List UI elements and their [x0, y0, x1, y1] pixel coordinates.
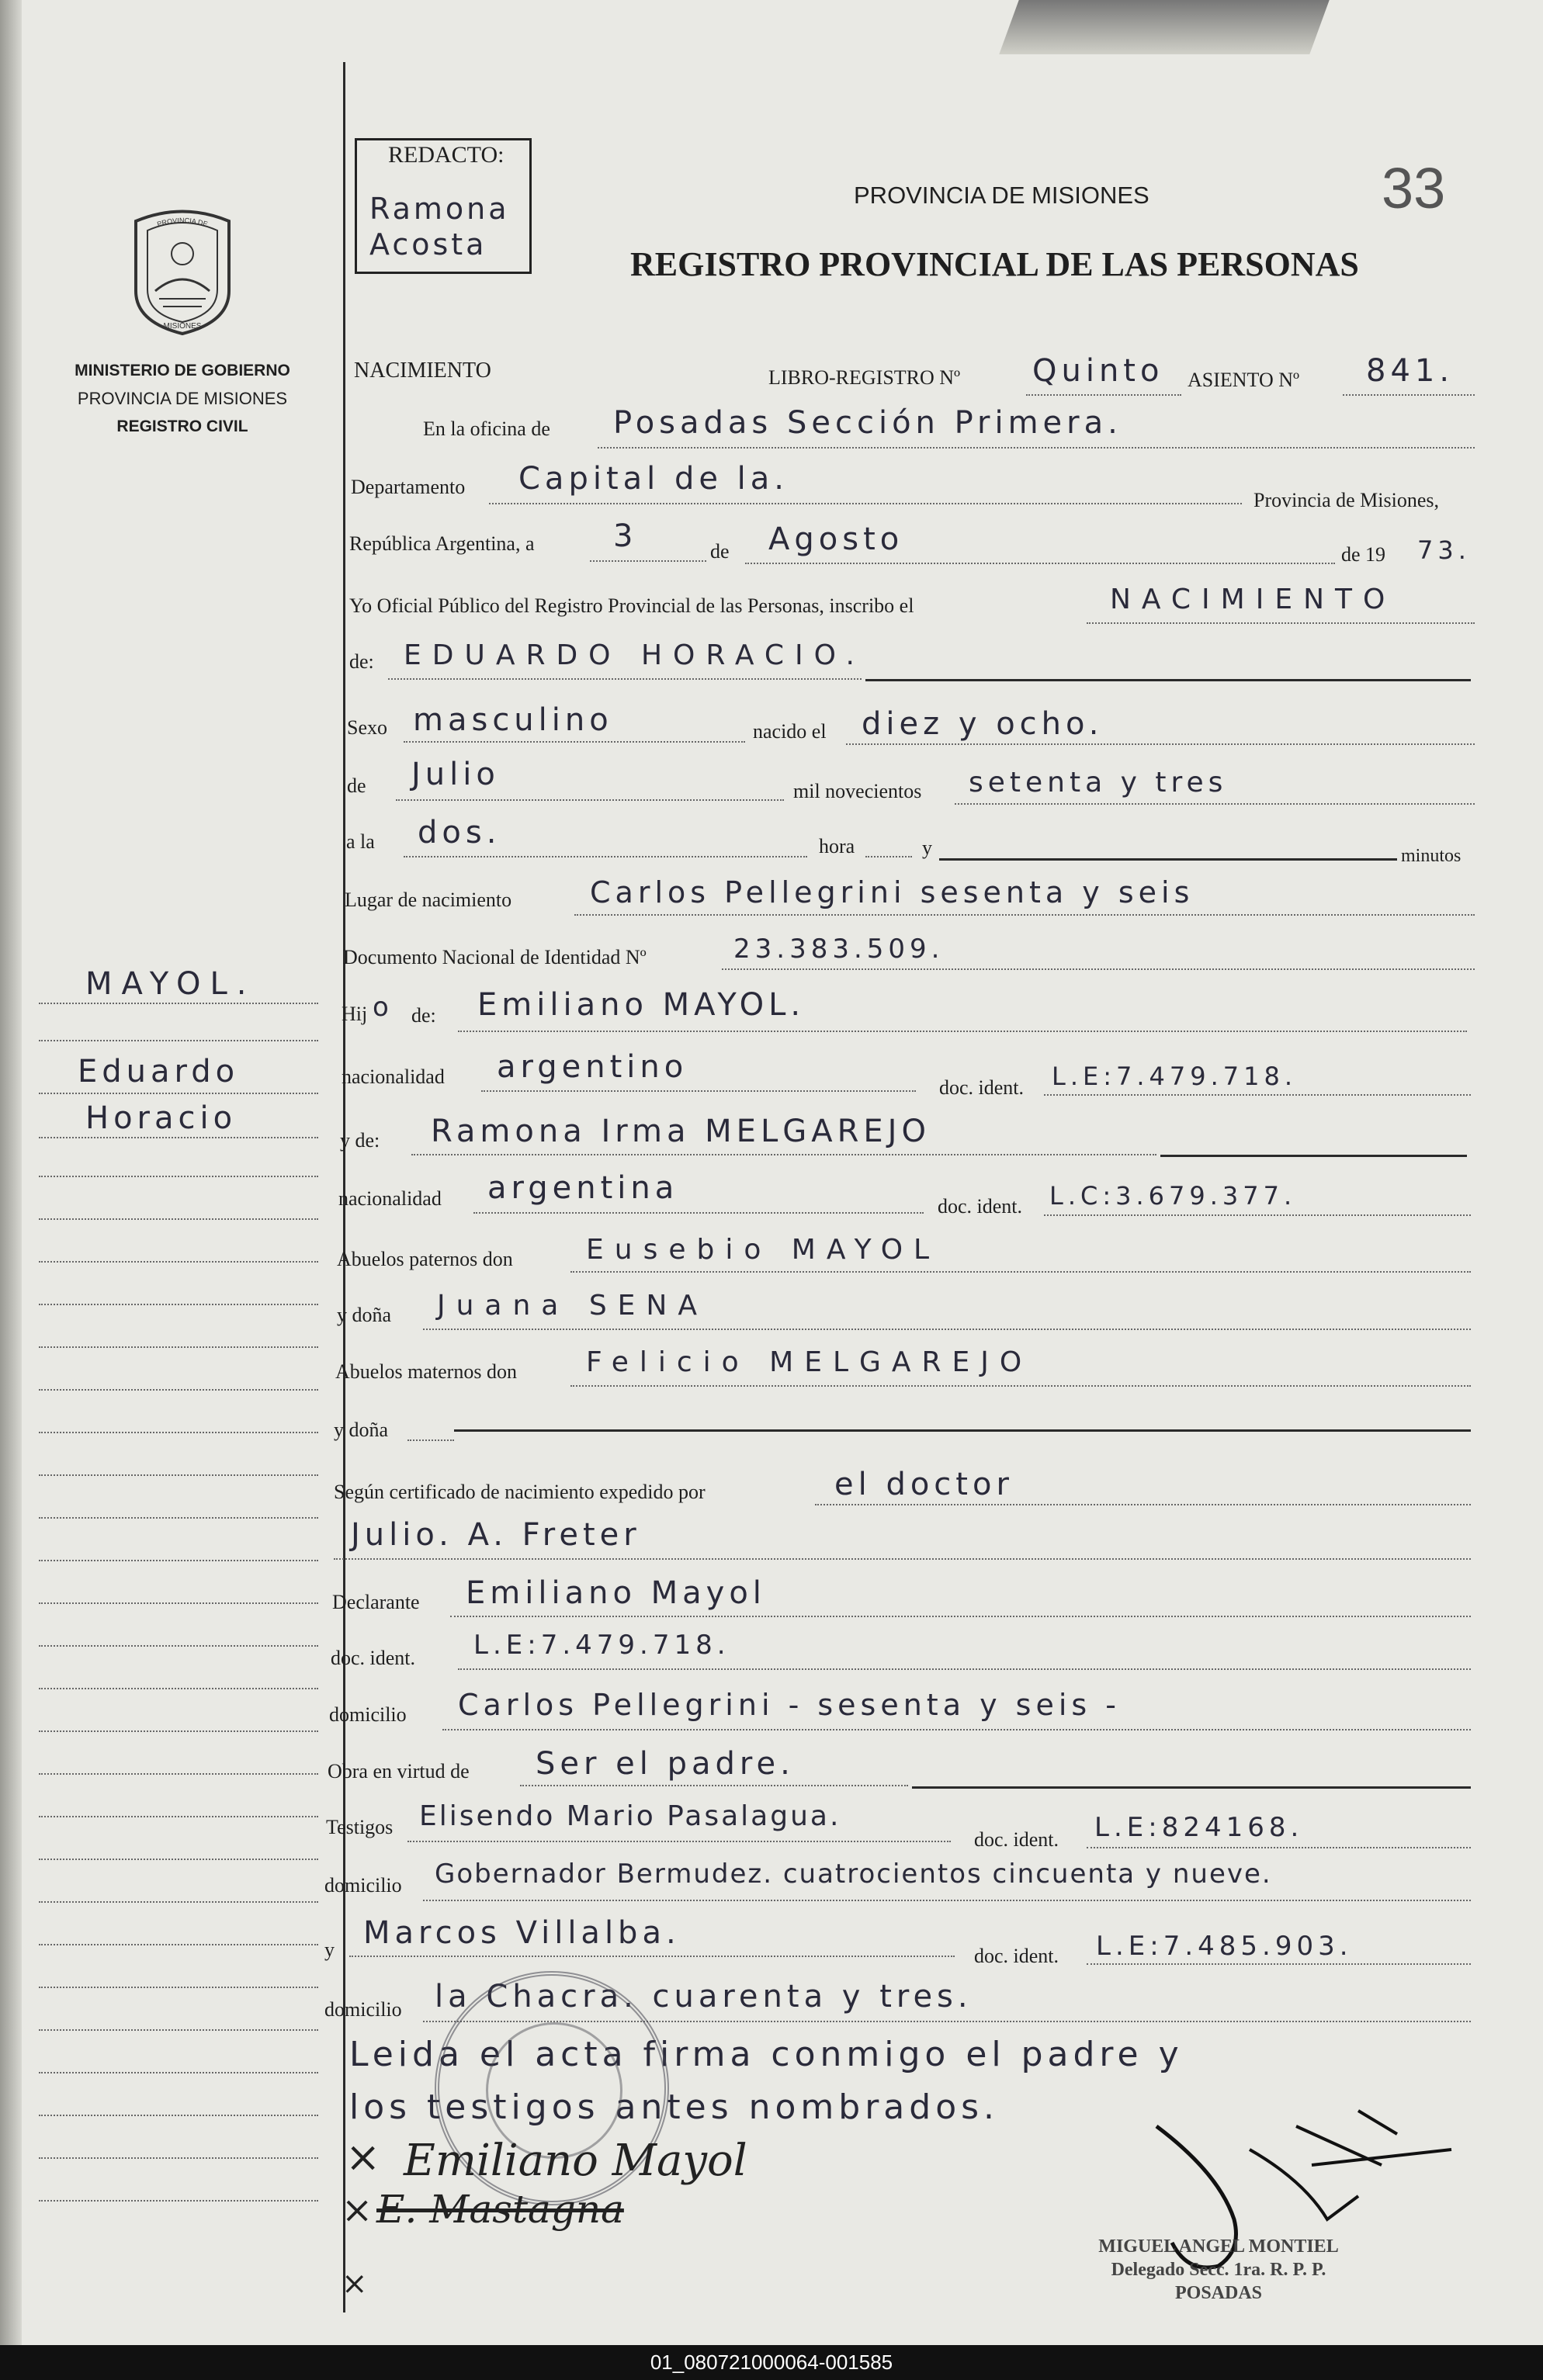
- madre-doc-value: L.C:3.679.377.: [1049, 1181, 1297, 1211]
- margin-surname: MAYOL.: [85, 966, 256, 1002]
- lugar-label: Lugar de nacimiento: [345, 889, 512, 911]
- departamento-value: Capital de la.: [518, 461, 789, 497]
- oficina-value: Posadas Sección Primera.: [613, 405, 1122, 441]
- redacto-name-line1: Ramona: [369, 192, 510, 226]
- record-type-label: NACIMIENTO: [354, 359, 491, 383]
- nacido-label: nacido el: [753, 720, 827, 743]
- signature-x3: ×: [342, 2266, 368, 2302]
- anio-value: 73.: [1417, 535, 1471, 565]
- officer-place: POSADAS: [1174, 2283, 1263, 2303]
- signature-father: Emiliano Mayol: [404, 2136, 747, 2186]
- libro-value: Quinto: [1032, 353, 1164, 389]
- padre-value: Emiliano MAYOL.: [477, 987, 806, 1023]
- redacto-box: [355, 138, 532, 274]
- declarante-label: Declarante: [332, 1591, 420, 1613]
- province-seal-icon: [128, 206, 237, 336]
- madre-doc-label: doc. ident.: [938, 1195, 1023, 1218]
- madre-value: Ramona Irma MELGAREJO: [431, 1114, 931, 1149]
- obra-label: Obra en virtud de: [328, 1760, 470, 1782]
- yo-oficial-label: Yo Oficial Público del Registro Provincial de las Personas, inscribo el: [349, 594, 914, 617]
- redacto-label: REDACTO:: [388, 142, 505, 168]
- nombre-value: EDUARDO HORACIO.: [404, 639, 865, 671]
- signature-x1: ×: [345, 2132, 381, 2181]
- madre-nac-value: argentina: [487, 1170, 679, 1206]
- obra-value: Ser el padre.: [536, 1746, 795, 1782]
- departamento-label: Departamento: [351, 476, 466, 498]
- madre-label: y de:: [340, 1129, 380, 1152]
- hijo-de-label: de:: [411, 1004, 436, 1027]
- padre-doc-value: L.E:7.479.718.: [1052, 1062, 1298, 1091]
- sexo-label: Sexo: [347, 716, 387, 739]
- domicilio-value: Carlos Pellegrini - sesenta y seis -: [458, 1688, 1121, 1722]
- ala-label: a la: [346, 830, 375, 853]
- testigo2-doc-label: doc. ident.: [974, 1945, 1059, 1967]
- testigo1-doc-label: doc. ident.: [974, 1828, 1059, 1851]
- decl-doc-label: doc. ident.: [331, 1647, 416, 1669]
- provincia-suffix: Provincia de Misiones,: [1253, 489, 1440, 511]
- leida-line2: los testigos antes nombrados.: [349, 2087, 1000, 2127]
- binding-edge: [0, 0, 22, 2345]
- oficina-label: En la oficina de: [423, 417, 550, 440]
- nacido-value: diez y ocho.: [862, 706, 1104, 742]
- dni-label: Documento Nacional de Identidad Nº: [343, 946, 647, 968]
- image-id-footer: 01_080721000064-001585: [0, 2345, 1543, 2380]
- signature-x2: ×: [342, 2188, 373, 2232]
- mil-label: mil novecientos: [793, 780, 922, 802]
- officer-role: Delegado Secc. 1ra. R. P. P.: [1111, 2260, 1326, 2280]
- decl-doc-value: L.E:7.479.718.: [473, 1630, 730, 1661]
- libro-label: LIBRO-REGISTRO Nº: [768, 366, 961, 389]
- hijo-label: Hij: [342, 1003, 368, 1025]
- anio-nac-value: setenta y tres: [969, 767, 1228, 799]
- hijo-suffix: o: [373, 992, 394, 1023]
- officer-stamp: [1056, 2235, 1382, 2305]
- testigo1-doc: L.E:824168.: [1094, 1812, 1304, 1843]
- margin-given1: Eduardo: [78, 1054, 240, 1090]
- ydona2-label: y doña: [334, 1419, 389, 1441]
- dia-value: 3: [613, 518, 638, 554]
- abuelos-p-label: Abuelos paternos don: [337, 1248, 513, 1270]
- de-nombre-label: de:: [349, 650, 374, 673]
- lugar-value: Carlos Pellegrini sesenta y seis: [590, 875, 1195, 909]
- testigos-label: Testigos: [326, 1816, 394, 1838]
- padre-nac-value: argentino: [497, 1049, 688, 1085]
- abuelo-p-value: Eusebio MAYOL: [586, 1234, 941, 1266]
- signature-witness: E. Mastagna: [376, 2187, 624, 2232]
- minutos-label: minutos: [1401, 846, 1462, 866]
- abuela-p-value: Juana SENA: [437, 1290, 708, 1322]
- margin-given2: Horacio: [85, 1100, 238, 1136]
- leida-line1: Leida el acta firma conmigo el padre y: [349, 2035, 1184, 2074]
- hora-label: hora: [819, 835, 855, 857]
- padre-doc-label: doc. ident.: [939, 1076, 1025, 1099]
- sexo-value: masculino: [413, 702, 613, 738]
- de-label: de: [710, 540, 730, 563]
- testigo2-value: Marcos Villalba.: [363, 1915, 681, 1951]
- y2-label: y: [324, 1938, 335, 1961]
- redacto-name-line2: Acosta: [369, 227, 487, 262]
- seal-text-top: PROVINCIA DE: [156, 216, 209, 229]
- certificado-value2: Julio. A. Freter: [351, 1517, 641, 1553]
- mes-value: Agosto: [768, 521, 904, 557]
- page-top-edge: [999, 0, 1329, 54]
- mes-nac-value: Julio: [411, 757, 500, 792]
- republica-label: República Argentina, a: [349, 532, 535, 555]
- testigo1-value: Elisendo Mario Pasalagua.: [419, 1800, 841, 1832]
- asiento-value: 841.: [1366, 353, 1455, 389]
- certificado-value1: el doctor: [834, 1467, 1014, 1502]
- ministry-line2: PROVINCIA DE MISIONES: [77, 389, 288, 408]
- domicilio-label: domicilio: [329, 1703, 407, 1726]
- ministry-line3: REGISTRO CIVIL: [116, 417, 248, 435]
- anio-prefix: de 19: [1341, 543, 1386, 566]
- domicilio3-label: domicilio: [324, 1998, 402, 2021]
- abuelos-m-label: Abuelos maternos don: [335, 1360, 517, 1383]
- province-title: PROVINCIA DE MISIONES: [854, 182, 1149, 209]
- registry-title: REGISTRO PROVINCIAL DE LAS PERSONAS: [630, 245, 1359, 283]
- abuelo-m-value: Felicio MELGAREJO: [586, 1346, 1033, 1378]
- padre-nac-label: nacionalidad: [342, 1065, 445, 1088]
- domicilio2-label: domicilio: [324, 1874, 402, 1897]
- certificado-label: Según certificado de nacimiento expedido por: [334, 1481, 706, 1503]
- testigo1-dom: Gobernador Bermudez. cuatrocientos cincuenta y nueve.: [435, 1859, 1272, 1890]
- testigo2-doc: L.E:7.485.903.: [1096, 1931, 1353, 1962]
- de2-label: de: [347, 774, 366, 797]
- inscribo-value: NACIMIENTO: [1110, 584, 1396, 615]
- ministry-line1: MINISTERIO DE GOBIERNO: [75, 362, 290, 379]
- folio-number: 33: [1382, 156, 1446, 220]
- officer-name: MIGUEL ANGEL MONTIEL: [1098, 2236, 1339, 2257]
- seal-text-bottom: MISIONES: [163, 322, 202, 331]
- testigo2-dom: la Chacra. cuarenta y tres.: [435, 1979, 973, 2015]
- dni-value: 23.383.509.: [733, 934, 945, 965]
- ministry-block: [31, 357, 334, 441]
- ydona-label: y doña: [337, 1304, 392, 1326]
- asiento-label: ASIENTO Nº: [1188, 369, 1300, 391]
- hora-value: dos.: [418, 815, 501, 850]
- madre-nac-label: nacionalidad: [338, 1187, 442, 1210]
- declarante-value: Emiliano Mayol: [466, 1575, 766, 1611]
- y-label: y: [922, 837, 932, 859]
